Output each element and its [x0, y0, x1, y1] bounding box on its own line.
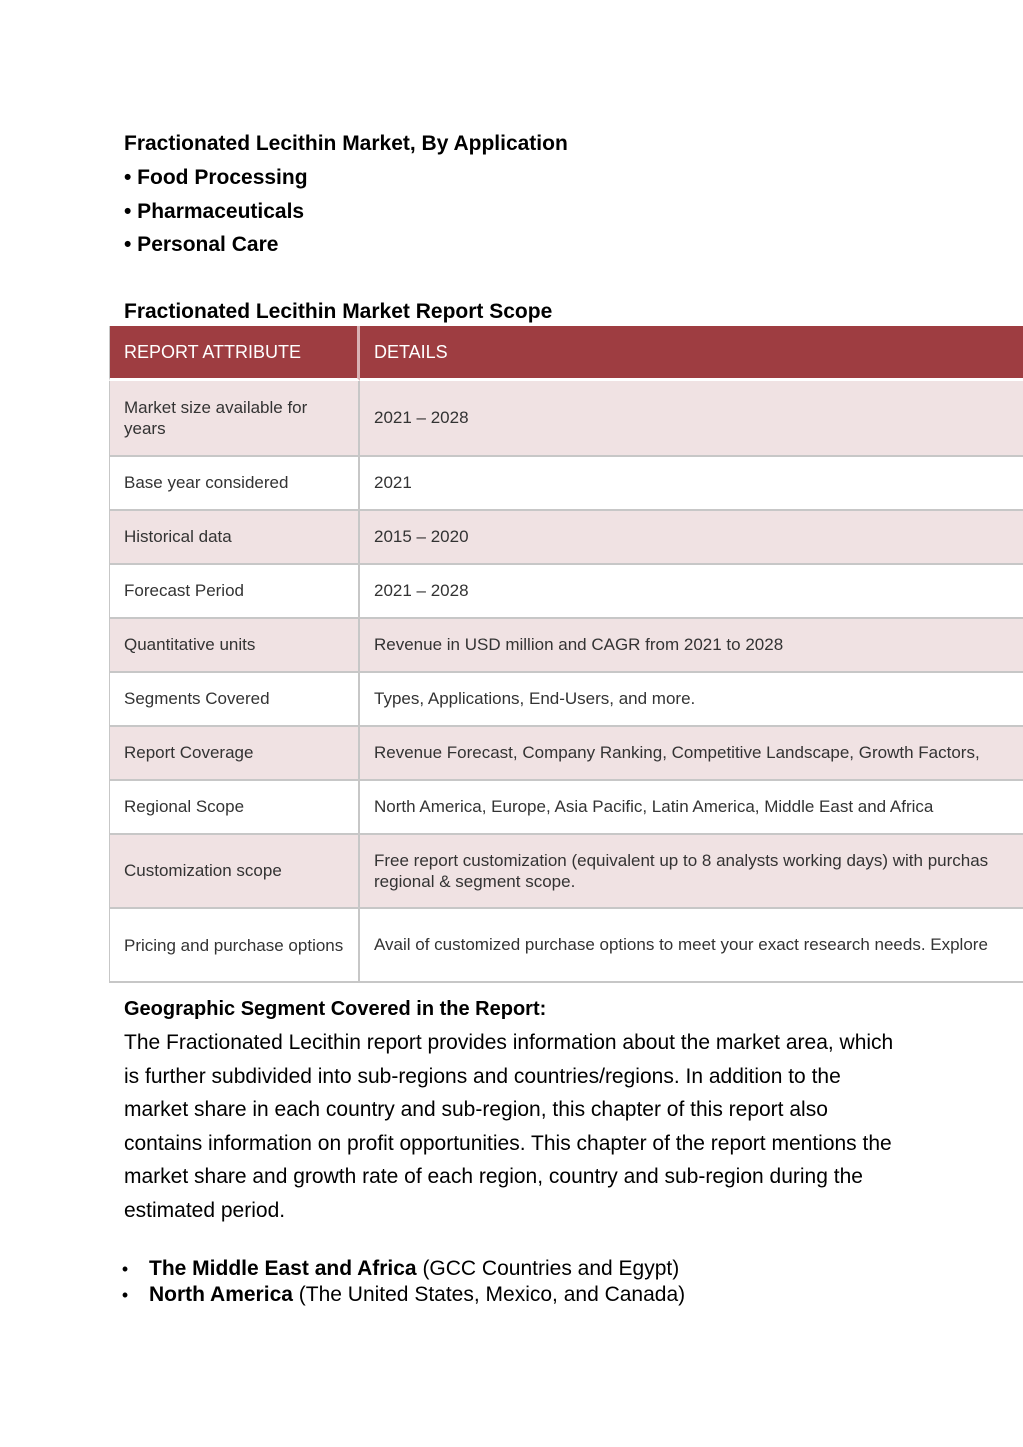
report-scope-title: Fractionated Lecithin Market Report Scope: [124, 300, 553, 323]
header-report-attribute: REPORT ATTRIBUTE: [109, 326, 360, 381]
bullet-icon: •: [121, 1285, 129, 1305]
table-row: [109, 909, 1023, 983]
list-item: [121, 1282, 686, 1308]
table-row: [109, 511, 1023, 565]
row-attribute: Regional Scope: [109, 781, 360, 835]
table-row: [109, 381, 1023, 457]
region-detail: (The United States, Mexico, and Canada): [292, 1283, 686, 1306]
row-details: Revenue Forecast, Company Ranking, Competitive Landscape, Growth Factors,: [360, 727, 1023, 781]
row-details: 2021 – 2028: [360, 565, 1023, 619]
report-scope-table: [109, 326, 1023, 983]
row-details: Free report customization (equivalent up to 8 analysts working days) with purchas regional & segment scope.: [360, 835, 1023, 909]
table-row: [109, 457, 1023, 511]
table-row: [109, 781, 1023, 835]
application-item-personal-care: • Personal Care: [124, 233, 279, 256]
row-attribute: Quantitative units: [109, 619, 360, 673]
row-details: 2021: [360, 457, 1023, 511]
row-attribute: Forecast Period: [109, 565, 360, 619]
region-list: [121, 1256, 686, 1308]
row-attribute: Market size available for years: [109, 381, 360, 457]
row-attribute: Base year considered: [109, 457, 360, 511]
header-details: DETAILS: [360, 326, 1023, 381]
row-details: Avail of customized purchase options to meet your exact research needs. Explore: [360, 909, 1023, 983]
region-name: North America: [149, 1283, 293, 1306]
row-details: 2015 – 2020: [360, 511, 1023, 565]
application-item-pharmaceuticals: • Pharmaceuticals: [124, 199, 305, 223]
geographic-segment-title: Geographic Segment Covered in the Report:: [124, 998, 547, 1020]
row-details: Revenue in USD million and CAGR from 2021 to 2028: [360, 619, 1023, 673]
application-item-food-processing: • Food Processing: [124, 166, 308, 189]
row-details: Types, Applications, End-Users, and more.: [360, 673, 1023, 727]
region-detail: (GCC Countries and Egypt): [416, 1257, 680, 1280]
table-row: [109, 673, 1023, 727]
bullet-icon: •: [121, 1259, 129, 1279]
table-row: [109, 835, 1023, 909]
table-row: [109, 565, 1023, 619]
row-attribute: Pricing and purchase options: [109, 909, 360, 983]
row-attribute: Historical data: [109, 511, 360, 565]
geographic-segment-body: The Fractionated Lecithin report provides information about the market area, which is further subdivided into sub-regions and countries/regions. In addition to the market share in each country and sub-region, this chapter of this report also contains information on profit opportunities. This chapter of the report mentions the market share and growth rate of each region, country and sub-region during the estimated period.: [124, 1031, 894, 1222]
application-list: [124, 165, 308, 266]
row-details: North America, Europe, Asia Pacific, Latin America, Middle East and Africa: [360, 781, 1023, 835]
application-heading: Fractionated Lecithin Market, By Application: [124, 132, 568, 155]
row-attribute: Segments Covered: [109, 673, 360, 727]
row-details: 2021 – 2028: [360, 381, 1023, 457]
row-attribute: Customization scope: [109, 835, 360, 909]
table-row: [109, 727, 1023, 781]
list-item: [121, 1256, 685, 1282]
table-row: [109, 619, 1023, 673]
region-name: The Middle East and Africa: [149, 1257, 417, 1280]
table-header-row: [109, 326, 1023, 381]
row-attribute: Report Coverage: [109, 727, 360, 781]
